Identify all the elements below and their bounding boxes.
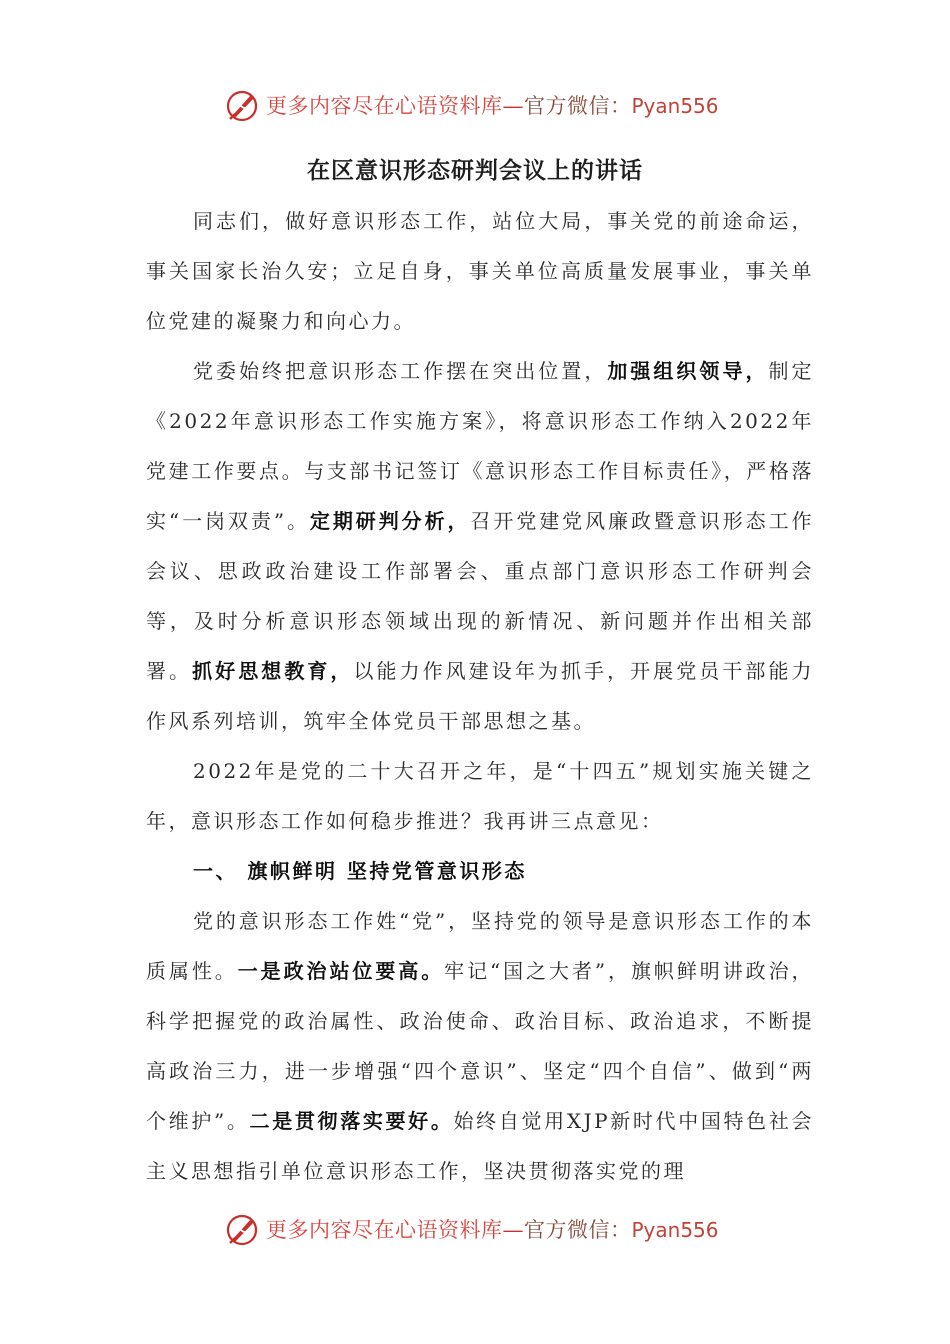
paragraph-4: 党的意识形态工作姓“党”，坚持党的领导是意识形态工作的本质属性。一是政治站位要高。牢记“国之大者”，旗帜鲜明讲政治，科学把握党的政治属性、政治使命、政治目标、政治追求，不断提高政治三力，进一步增强“四个意识”、坚定“四个自信”、做到“两个维护”。二是贯彻落实要好。始终自觉用XJP新时代中国特色社会主义思想指引单位意识形态工作，坚决贯彻落实党的理 xyxy=(146,909,815,1183)
document-title: 在区意识形态研判会议上的讲话 xyxy=(307,157,643,184)
paragraph-1: 同志们，做好意识形态工作，站位大局，事关党的前途命运，事关国家长治久安；立足自身，事关单位高质量发展事业，事关单位党建的凝聚力和向心力。 xyxy=(146,209,814,333)
quill-logo-icon xyxy=(224,1212,260,1248)
footer-banner xyxy=(0,1208,950,1248)
paragraph-2: 党委始终把意识形态工作摆在突出位置，加强组织领导，制定《2022年意识形态工作实施方案》，将意识形态工作纳入2022年党建工作要点。与支部书记签订《意识形态工作目标责任》，严格落实“一岗双责”。定期研判分析，召开党建党风廉政暨意识形态工作会议、思政政治建设工作部署会、重点部门意识形态工作研判会等，及时分析意识形态领域出现的新情况、新问题并作出相关部署。抓好思想教育，以能力作风建设年为抓手，开展党员干部能力作风系列培训，筑牢全体党员干部思想之基。 xyxy=(146,359,815,733)
paragraph-3: 2022年是党的二十大召开之年，是“十四五”规划实施关键之年，意识形态工作如何稳步推进？我再讲三点意见： xyxy=(146,759,814,833)
banner-text: 更多内容尽在心语资料库—官方微信：Pyan556 xyxy=(266,1218,719,1242)
document-body xyxy=(146,196,814,1196)
section-heading-1: 一、 旗帜鲜明 坚持党管意识形态 xyxy=(193,859,527,883)
quill-logo-icon xyxy=(224,88,260,124)
banner-text: 更多内容尽在心语资料库—官方微信：Pyan556 xyxy=(266,94,719,118)
header-banner xyxy=(0,84,950,124)
